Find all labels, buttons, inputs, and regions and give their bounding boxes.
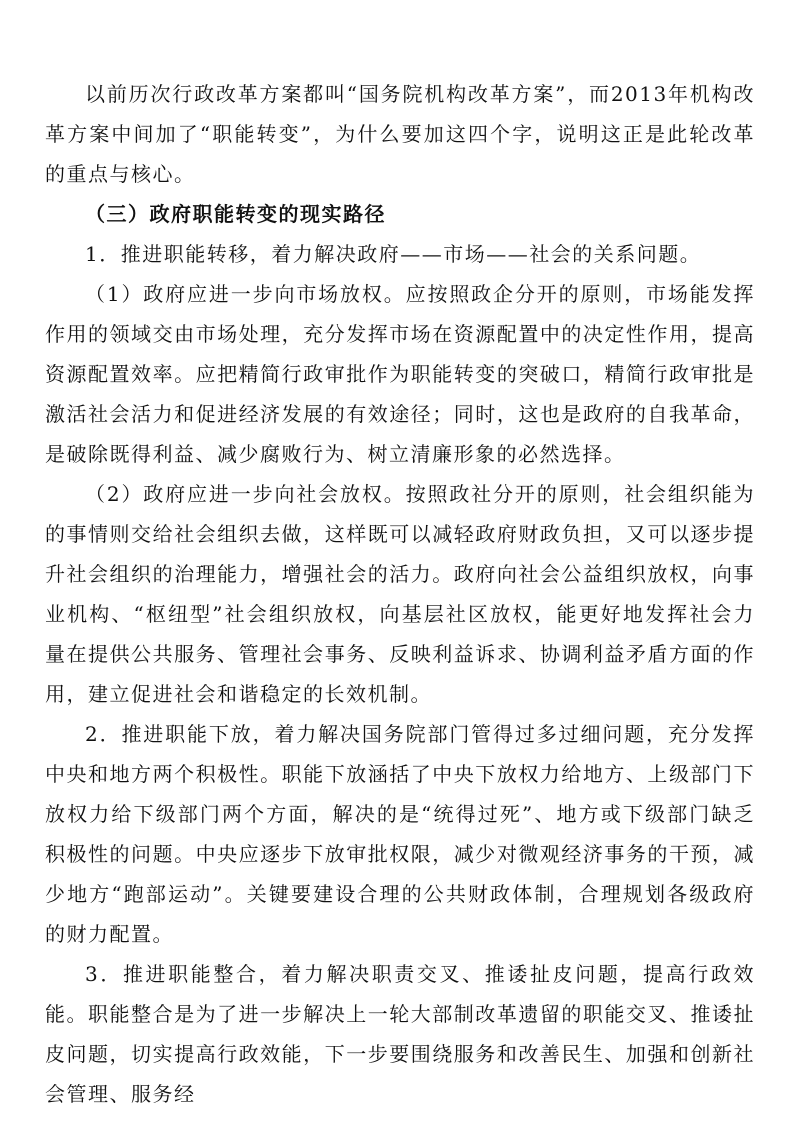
paragraph-subitem-2: （2）政府应进一步向社会放权。按照政社分开的原则，社会组织能为的事情则交给社会组织去做，这样既可以减轻政府财政负担，又可以逐步提升社会组织的治理能力，增强社会的活力。政府向社会公益组织放权，向事业机构、“枢纽型”社会组织放权，向基层社区放权，能更好地发挥社会力量在提供公共服务、管理社会事务、反映利益诉求、协调利益矛盾方面的作用，建立促进社会和谐稳定的长效机制。: [45, 482, 755, 706]
paragraph-item-1: 1．推进职能转移，着力解决政府——市场——社会的关系问题。: [85, 242, 702, 266]
paragraph-item-3: 3．推进职能整合，着力解决职责交叉、推诿扯皮问题，提高行政效能。职能整合是为了进一步解决上一轮大部制改革遗留的职能交叉、推诿扯皮问题，切实提高行政效能，下一步要围绕服务和改善民生、加强和创新社会管理、服务经: [45, 962, 755, 1106]
document-body: [45, 74, 755, 1114]
paragraph-subitem-1: （1）政府应进一步向市场放权。应按照政企分开的原则，市场能发挥作用的领域交由市场处理，充分发挥市场在资源配置中的决定性作用，提高资源配置效率。应把精简行政审批作为职能转变的突破口，精简行政审批是激活社会活力和促进经济发展的有效途径；同时，这也是政府的自我革命，是破除既得利益、减少腐败行为、树立清廉形象的必然选择。: [45, 282, 755, 466]
paragraph-intro: 以前历次行政改革方案都叫“国务院机构改革方案”，而2013年机构改革方案中间加了“职能转变”，为什么要加这四个字，说明这正是此轮改革的重点与核心。: [45, 82, 755, 186]
paragraph-item-2: 2．推进职能下放，着力解决国务院部门管得过多过细问题，充分发挥中央和地方两个积极性。职能下放涵括了中央下放权力给地方、上级部门下放权力给下级部门两个方面，解决的是“统得过死”、地方或下级部门缺乏积极性的问题。中央应逐步下放审批权限，减少对微观经济事务的干预，减少地方“跑部运动”。关键要建设合理的公共财政体制，合理规划各级政府的财力配置。: [45, 722, 755, 946]
section-heading: （三）政府职能转变的现实路径: [85, 202, 386, 226]
